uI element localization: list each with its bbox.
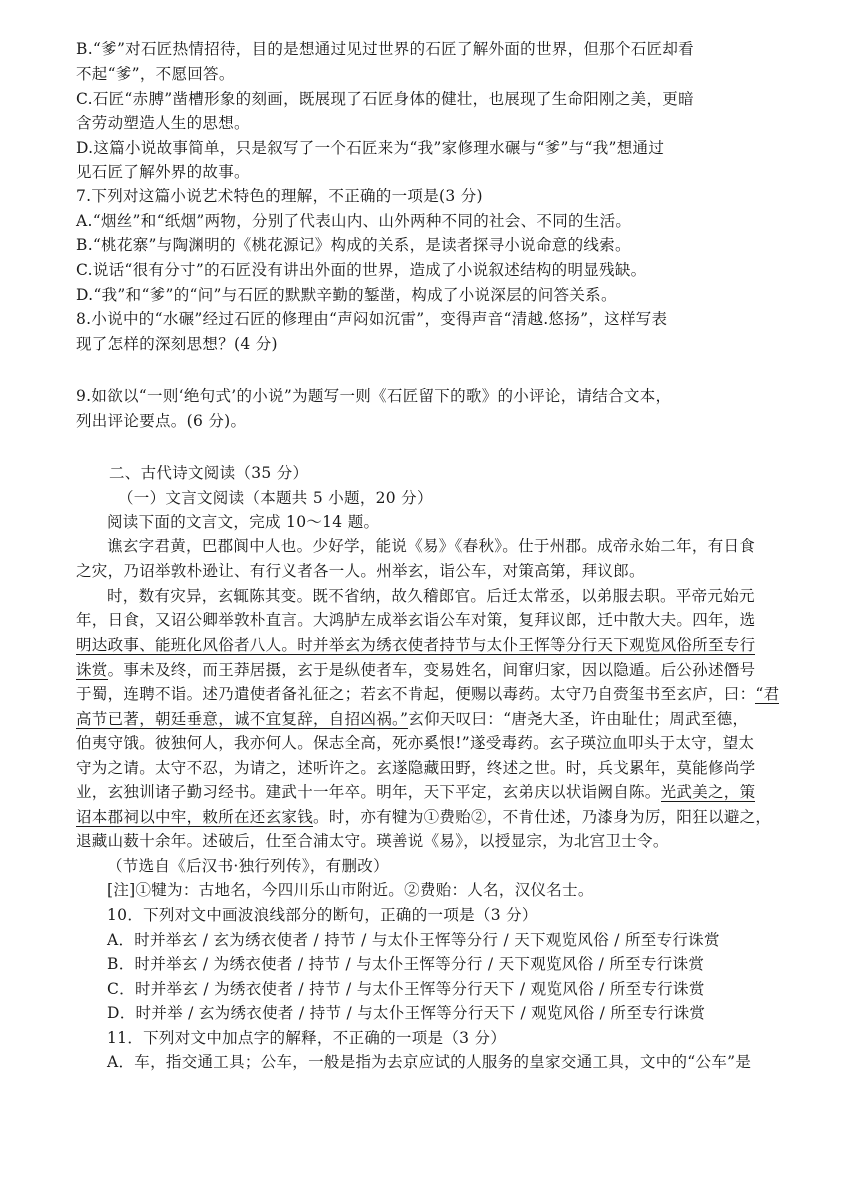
passage-p1-line2: 之灾，乃诏举敦朴逊让、有行义者各一人。州举玄，诣公车，对策高第，拜议郎。 (76, 562, 645, 580)
q7-option-d: D.“我”和“爹”的“问”与石匠的默默辛勤的錾凿，构成了小说深层的问答关系。 (76, 286, 617, 304)
passage-text: 于蜀，连聘不诣。述乃遣使者备礼征之；若玄不肯起，便赐以毒药。太守乃自赍玺书至玄庐，曰： (76, 685, 756, 703)
passage-p2-line8: 守为之请。太守不忍，为请之，述听许之。玄遂隐藏田野，终述之世。时，兵戈累年，莫能修尚学 (76, 759, 756, 777)
passage-source: （节选自《后汉书·独行列传》，有删改） (107, 857, 389, 875)
q6-option-d-line2: 见石匠了解外界的故事。 (76, 163, 250, 181)
wavy-underlined-text: 明达政事、能班化风俗者八人。时并举玄为绣衣使者持节与太仆王恽等分行天下观览风俗所至专行 (76, 636, 756, 654)
q10-option-b: B．时并举玄 / 为绣衣使者 / 持节 / 与太仆王恽等分行 / 天下观览风俗 / 所至专行诛赏 (107, 955, 705, 973)
passage-text: 。事未及终，而王莽居摄，玄于是纵使者车，变易姓名，间窜归家，因以隐遁。后公孙述僭号 (107, 661, 756, 679)
q9-stem-line2: 列出评论要点。(6 分)。 (76, 412, 247, 430)
q6-option-b-line1: B.“爹”对石匠热情招待，目的是想通过见过世界的石匠了解外面的世界，但那个石匠却看 (76, 40, 694, 58)
q10-option-d: D．时并举 / 玄为绣衣使者 / 持节 / 与太仆王恽等分行天下 / 观览风俗 / 所至专行诛赏 (107, 1004, 706, 1022)
q8-stem-line1: 8.小说中的“水碾”经过石匠的修理由“声闷如沉雷”，变得声音“清越.悠扬”，这样写表 (76, 310, 668, 328)
underlined-quote: 高节已著，朝廷垂意，诚不宜复辞，自招凶祸。” (76, 710, 409, 728)
passage-p2-line9 (76, 782, 796, 802)
passage-p2-line11: 退藏山薮十余年。述破后，仕至合浦太守。瑛善说《易》，以授显宗，为北宫卫士令。 (76, 832, 669, 850)
passage-instruction: 阅读下面的文言文，完成 10～14 题。 (107, 513, 380, 531)
passage-p2-line5 (76, 684, 796, 704)
subsection-title: （一）文言文阅读（本题共 5 小题，20 分） (118, 489, 433, 507)
passage-p2-line7: 伯夷守饿。彼独何人，我亦何人。保志全高，死亦奚恨!”遂受毒药。玄子瑛泣血叩头于太守，望太 (76, 734, 755, 752)
passage-p2-line4 (76, 660, 796, 680)
underlined-sentence-start: 光武美之，策 (660, 783, 756, 801)
q7-stem: 7.下列对这篇小说艺术特色的理解，不正确的一项是(3 分) (76, 187, 483, 205)
q6-option-d-line1: D.这篇小说故事简单，只是叙写了一个石匠来为“我”家修理水碾与“爹”与“我”想通过 (76, 139, 665, 157)
q7-option-a: A.“烟丝”和“纸烟”两物，分别了代表山内、山外两种不同的社会、不同的生活。 (76, 212, 632, 230)
q11-stem: 11．下列对文中加点字的解释，不正确的一项是（3 分） (107, 1029, 507, 1047)
underlined-sentence: 诏本郡祠以中牢，敕所在还玄家钱 (76, 808, 314, 826)
q7-option-b: B.“桃花寨”与陶渊明的《桃花源记》构成的关系，是读者探寻小说命意的线索。 (76, 236, 631, 254)
passage-p2-line6 (76, 709, 796, 729)
passage-p1-line1: 谯玄字君黄，巴郡阆中人也。少好学，能说《易》《春秋》。仕于州郡。成帝永始二年，有日食 (107, 537, 756, 555)
q7-option-c: C.说话“很有分寸”的石匠没有讲出外面的世界，造成了小说叙述结构的明显残缺。 (76, 261, 647, 279)
passage-p2-line3 (76, 635, 796, 655)
passage-p2-line1: 时，数有灾异，玄辄陈其变。既不省纳，故久稽郎官。后迁太常丞，以弟服去职。平帝元始元 (107, 587, 755, 605)
wavy-underlined-text-end: 诛赏 (76, 661, 108, 679)
q10-option-c: C．时并举玄 / 为绣衣使者 / 持节 / 与太仆王恽等分行天下 / 观览风俗 / 所至专行诛赏 (107, 980, 705, 998)
q6-option-b-line2: 不起“爹”，不愿回答。 (76, 65, 235, 83)
q10-option-a: A．时并举玄 / 玄为绣衣使者 / 持节 / 与太仆王恽等分行 / 天下观览风俗 / 所至专行诛赏 (107, 931, 720, 949)
underlined-quote-start: “君 (755, 685, 780, 703)
section-title: 二、古代诗文阅读（35 分） (109, 464, 309, 482)
q10-stem: 10．下列对文中画波浪线部分的断句，正确的一项是（3 分） (107, 906, 538, 924)
passage-p2-line10 (76, 807, 796, 827)
passage-text: 。时，亦有犍为①费贻②，不肯仕述，乃漆身为厉，阳狂以避之， (313, 808, 772, 826)
passage-text: 业，玄独训诸子勤习经书。建武十一年卒。明年，天下平定，玄弟庆以状诣阙自陈。 (76, 783, 661, 801)
q11-option-a: A．车，指交通工具；公车，一般是指为去京应试的人服务的皇家交通工具，文中的“公车”是 (107, 1053, 752, 1071)
q8-stem-line2: 现了怎样的深刻思想？(4 分) (76, 335, 278, 353)
q6-option-c-line1: C.石匠“赤膊”凿槽形象的刻画，既展现了石匠身体的健壮，也展现了生命阳刚之美，更暗 (76, 90, 694, 108)
q6-option-c-line2: 含劳动塑造人生的思想。 (76, 114, 250, 132)
passage-p2-line2: 年，日食，又诏公卿举敦朴直言。大鸿胪左成举玄诣公车对策，复拜议郎，迁中散大夫。四年，选 (76, 611, 756, 629)
passage-text: 玄仰天叹曰：“唐尧大圣，许由耻仕；周武至德， (408, 710, 749, 728)
passage-note: [注]①犍为：古地名，今四川乐山市附近。②费贻：人名，汉仪名士。 (107, 881, 594, 899)
q9-stem-line1: 9.如欲以“一则‘绝句式’的小说”为题写一则《石匠留下的歌》的小评论，请结合文本， (76, 387, 672, 405)
